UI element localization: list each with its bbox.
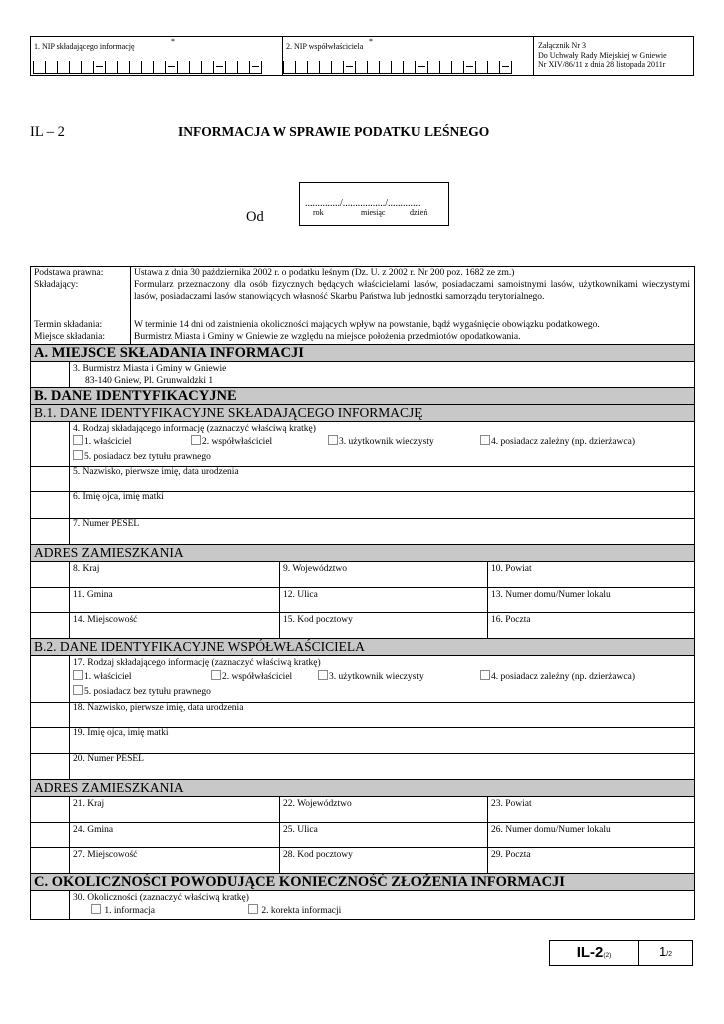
b1-house-number-field[interactable]: 13. Numer domu/Numer lokalu	[491, 590, 611, 600]
b1-post-office-field[interactable]: 16. Poczta	[491, 615, 531, 625]
nip-filer-digits[interactable]	[33, 61, 262, 73]
b2-country-field[interactable]: 21. Kraj	[70, 797, 280, 823]
footer-form-code: IL-2	[576, 944, 604, 961]
b2-option-no-title[interactable]: 5. posiadacz bez tytułu prawnego	[73, 685, 694, 700]
footer-page-total: /2	[666, 951, 673, 958]
checkbox-icon[interactable]	[91, 904, 101, 914]
section-a-place	[31, 362, 694, 388]
date-dzien: dzień	[410, 208, 428, 217]
annex-box	[533, 36, 694, 76]
nip-coowner-box[interactable]	[281, 36, 534, 76]
b1-postal-code-field[interactable]: 15. Kod pocztowy	[280, 613, 488, 639]
checkbox-icon[interactable]	[480, 435, 490, 445]
c-option-correction[interactable]: 2. korekta informacji	[248, 904, 341, 918]
b2-post-office-field[interactable]: 29. Poczta	[491, 850, 531, 860]
b1-option-coowner[interactable]: 2. współwłaściciel	[191, 435, 272, 449]
section-c-title: C. OKOLICZNOŚCI POWODUJĄCE KONIECZNOŚĆ ZŁOŻENIA INFORMACJI	[31, 874, 694, 891]
b2-voivodeship-field[interactable]: 22. Województwo	[280, 797, 488, 823]
b2-option-coowner[interactable]: 2. współwłaściciel	[211, 669, 292, 685]
footer-page: 1	[658, 944, 667, 959]
b1-field4-label: 4. Rodzaj składającego informację (zaznaczyć właściwą kratkę)	[73, 424, 316, 434]
c-field30-label: 30. Okoliczności (zaznaczyć właściwą kratkę)	[73, 893, 249, 903]
b1-option-dependent[interactable]: 4. posiadacz zależny (np. dzierżawca)	[480, 435, 635, 449]
basis-label: Podstawa prawna:	[34, 268, 104, 278]
section-c-options	[31, 891, 694, 919]
deadline-text: W terminie 14 dni od zaistnienia okoliczności mających wpływ na powstanie, bądź wygaśnięcie obowiązku podatkowego.	[134, 320, 600, 330]
main-form	[30, 266, 695, 920]
b1-option-perpetual[interactable]: 3. użytkownik wieczysty	[328, 435, 434, 449]
nip-filer-label: 1. NIP składającego informację	[34, 42, 135, 51]
legal-info	[31, 267, 694, 345]
b2-option-owner[interactable]: 1. właściciel	[73, 669, 131, 685]
date-template: ............../................./.............	[305, 198, 421, 209]
b2-commune-field[interactable]: 24. Gmina	[70, 823, 280, 848]
filer-text: Formularz przeznaczony dla osób fizycznych będących właścicielami lasów, posiadaczami samoistnymi lasów, użytkownikami wieczystymi lasów, posiadaczami lasów stanowiących własność Skarbu Państwa lub jednostki samorządu terytorialnego.	[134, 280, 690, 302]
b2-county-field[interactable]: 23. Powiat	[491, 799, 532, 809]
b1-voivodeship-field[interactable]: 9. Województwo	[280, 562, 488, 588]
asterisk: *	[369, 37, 373, 46]
section-b1-title: B.1. DANE IDENTYFIKACYJNE SKŁADAJĄCEGO INFORMACJĘ	[31, 405, 694, 422]
section-b-title: B. DANE IDENTYFIKACYJNE	[31, 388, 694, 405]
place-label: Miejsce składania:	[34, 332, 105, 342]
checkbox-icon[interactable]	[318, 670, 328, 680]
b1-option-owner[interactable]: 1. właściciel	[73, 435, 131, 449]
b2-pesel-field[interactable]: 20. Numer PESEL	[31, 754, 694, 780]
b1-commune-field[interactable]: 11. Gmina	[70, 588, 280, 613]
b2-filer-type	[31, 656, 694, 703]
date-box[interactable]	[299, 182, 449, 226]
b2-option-perpetual[interactable]: 3. użytkownik wieczysty	[318, 669, 424, 685]
b1-country-field[interactable]: 8. Kraj	[70, 562, 280, 588]
checkbox-icon[interactable]	[328, 435, 338, 445]
b1-name-field[interactable]: 5. Nazwisko, pierwsze imię, data urodzenia	[31, 467, 694, 492]
annex-line3: Nr XIV/86/11 z dnia 28 listopada 2011r	[538, 60, 666, 69]
b2-city-field[interactable]: 27. Miejscowość	[70, 848, 280, 874]
b1-address-title: ADRES ZAMIESZKANIA	[31, 545, 694, 562]
b2-parents-field[interactable]: 19. Imię ojca, imię matki	[31, 728, 694, 754]
nip-coowner-label: 2. NIP współwłaściciela	[286, 42, 364, 51]
asterisk: *	[171, 37, 175, 46]
form-code-box	[549, 940, 693, 966]
annex-line2: Do Uchwały Rady Miejskiej w Gniewie	[538, 50, 667, 60]
section-b2-title: B.2. DANE IDENTYFIKACYJNE WSPÓŁWŁAŚCICIELA	[31, 639, 694, 656]
b2-address-title: ADRES ZAMIESZKANIA	[31, 780, 694, 797]
date-miesiac: miesiąc	[361, 208, 386, 217]
od-label: Od	[246, 209, 264, 225]
date-rok: rok	[313, 208, 324, 217]
checkbox-icon[interactable]	[191, 435, 201, 445]
c-option-information[interactable]: 1. informacja	[91, 904, 155, 918]
checkbox-icon[interactable]	[73, 435, 83, 445]
b1-parents-field[interactable]: 6. Imię ojca, imię matki	[31, 492, 694, 519]
checkbox-icon[interactable]	[480, 670, 490, 680]
checkbox-icon[interactable]	[211, 670, 221, 680]
b2-house-number-field[interactable]: 26. Numer domu/Numer lokalu	[491, 825, 611, 835]
b2-street-field[interactable]: 25. Ulica	[280, 823, 488, 848]
section-a-title: A. MIEJSCE SKŁADANIA INFORMACJI	[31, 345, 694, 362]
nip-filer-box[interactable]	[30, 36, 283, 76]
checkbox-icon[interactable]	[73, 670, 83, 680]
b1-option-no-title[interactable]: 5. posiadacz bez tytułu prawnego	[73, 450, 694, 465]
b1-city-field[interactable]: 14. Miejscowość	[70, 613, 280, 639]
checkbox-icon[interactable]	[73, 450, 83, 460]
place-line2: 83-140 Gniew, Pl. Grunwaldzki 1	[85, 376, 214, 386]
b1-pesel-field[interactable]: 7. Numer PESEL	[31, 519, 694, 545]
footer-form-version: (2)	[603, 952, 612, 959]
checkbox-icon[interactable]	[73, 685, 83, 695]
place-line1: 3. Burmistrz Miasta i Gminy w Gniewie	[73, 364, 227, 374]
form-code: IL – 2	[30, 124, 65, 140]
place-text: Burmistrz Miasta i Gminy w Gniewie ze względu na miejsce położenia przedmiotów opodatkowania.	[134, 332, 521, 342]
annex-line1: Załącznik Nr 3	[538, 41, 586, 50]
b1-filer-type	[31, 422, 694, 467]
page-title: INFORMACJA W SPRAWIE PODATKU LEŚNEGO	[178, 124, 490, 139]
deadline-label: Termin składania:	[34, 320, 103, 330]
checkbox-icon[interactable]	[248, 904, 258, 914]
b2-option-dependent[interactable]: 4. posiadacz zależny (np. dzierżawca)	[480, 669, 635, 685]
basis-text: Ustawa z dnia 30 października 2002 r. o podatku leśnym (Dz. U. z 2002 r. Nr 200 poz. 1682 ze zm.)	[134, 268, 515, 278]
b1-street-field[interactable]: 12. Ulica	[280, 588, 488, 613]
b2-postal-code-field[interactable]: 28. Kod pocztowy	[280, 848, 488, 874]
b2-name-field[interactable]: 18. Nazwisko, pierwsze imię, data urodzenia	[31, 703, 694, 728]
filer-label: Składający:	[34, 280, 79, 290]
nip-coowner-digits[interactable]	[283, 61, 512, 73]
b1-county-field[interactable]: 10. Powiat	[491, 564, 532, 574]
b2-field17-label: 17. Rodzaj składającego informację (zaznaczyć właściwą kratkę)	[73, 658, 321, 668]
